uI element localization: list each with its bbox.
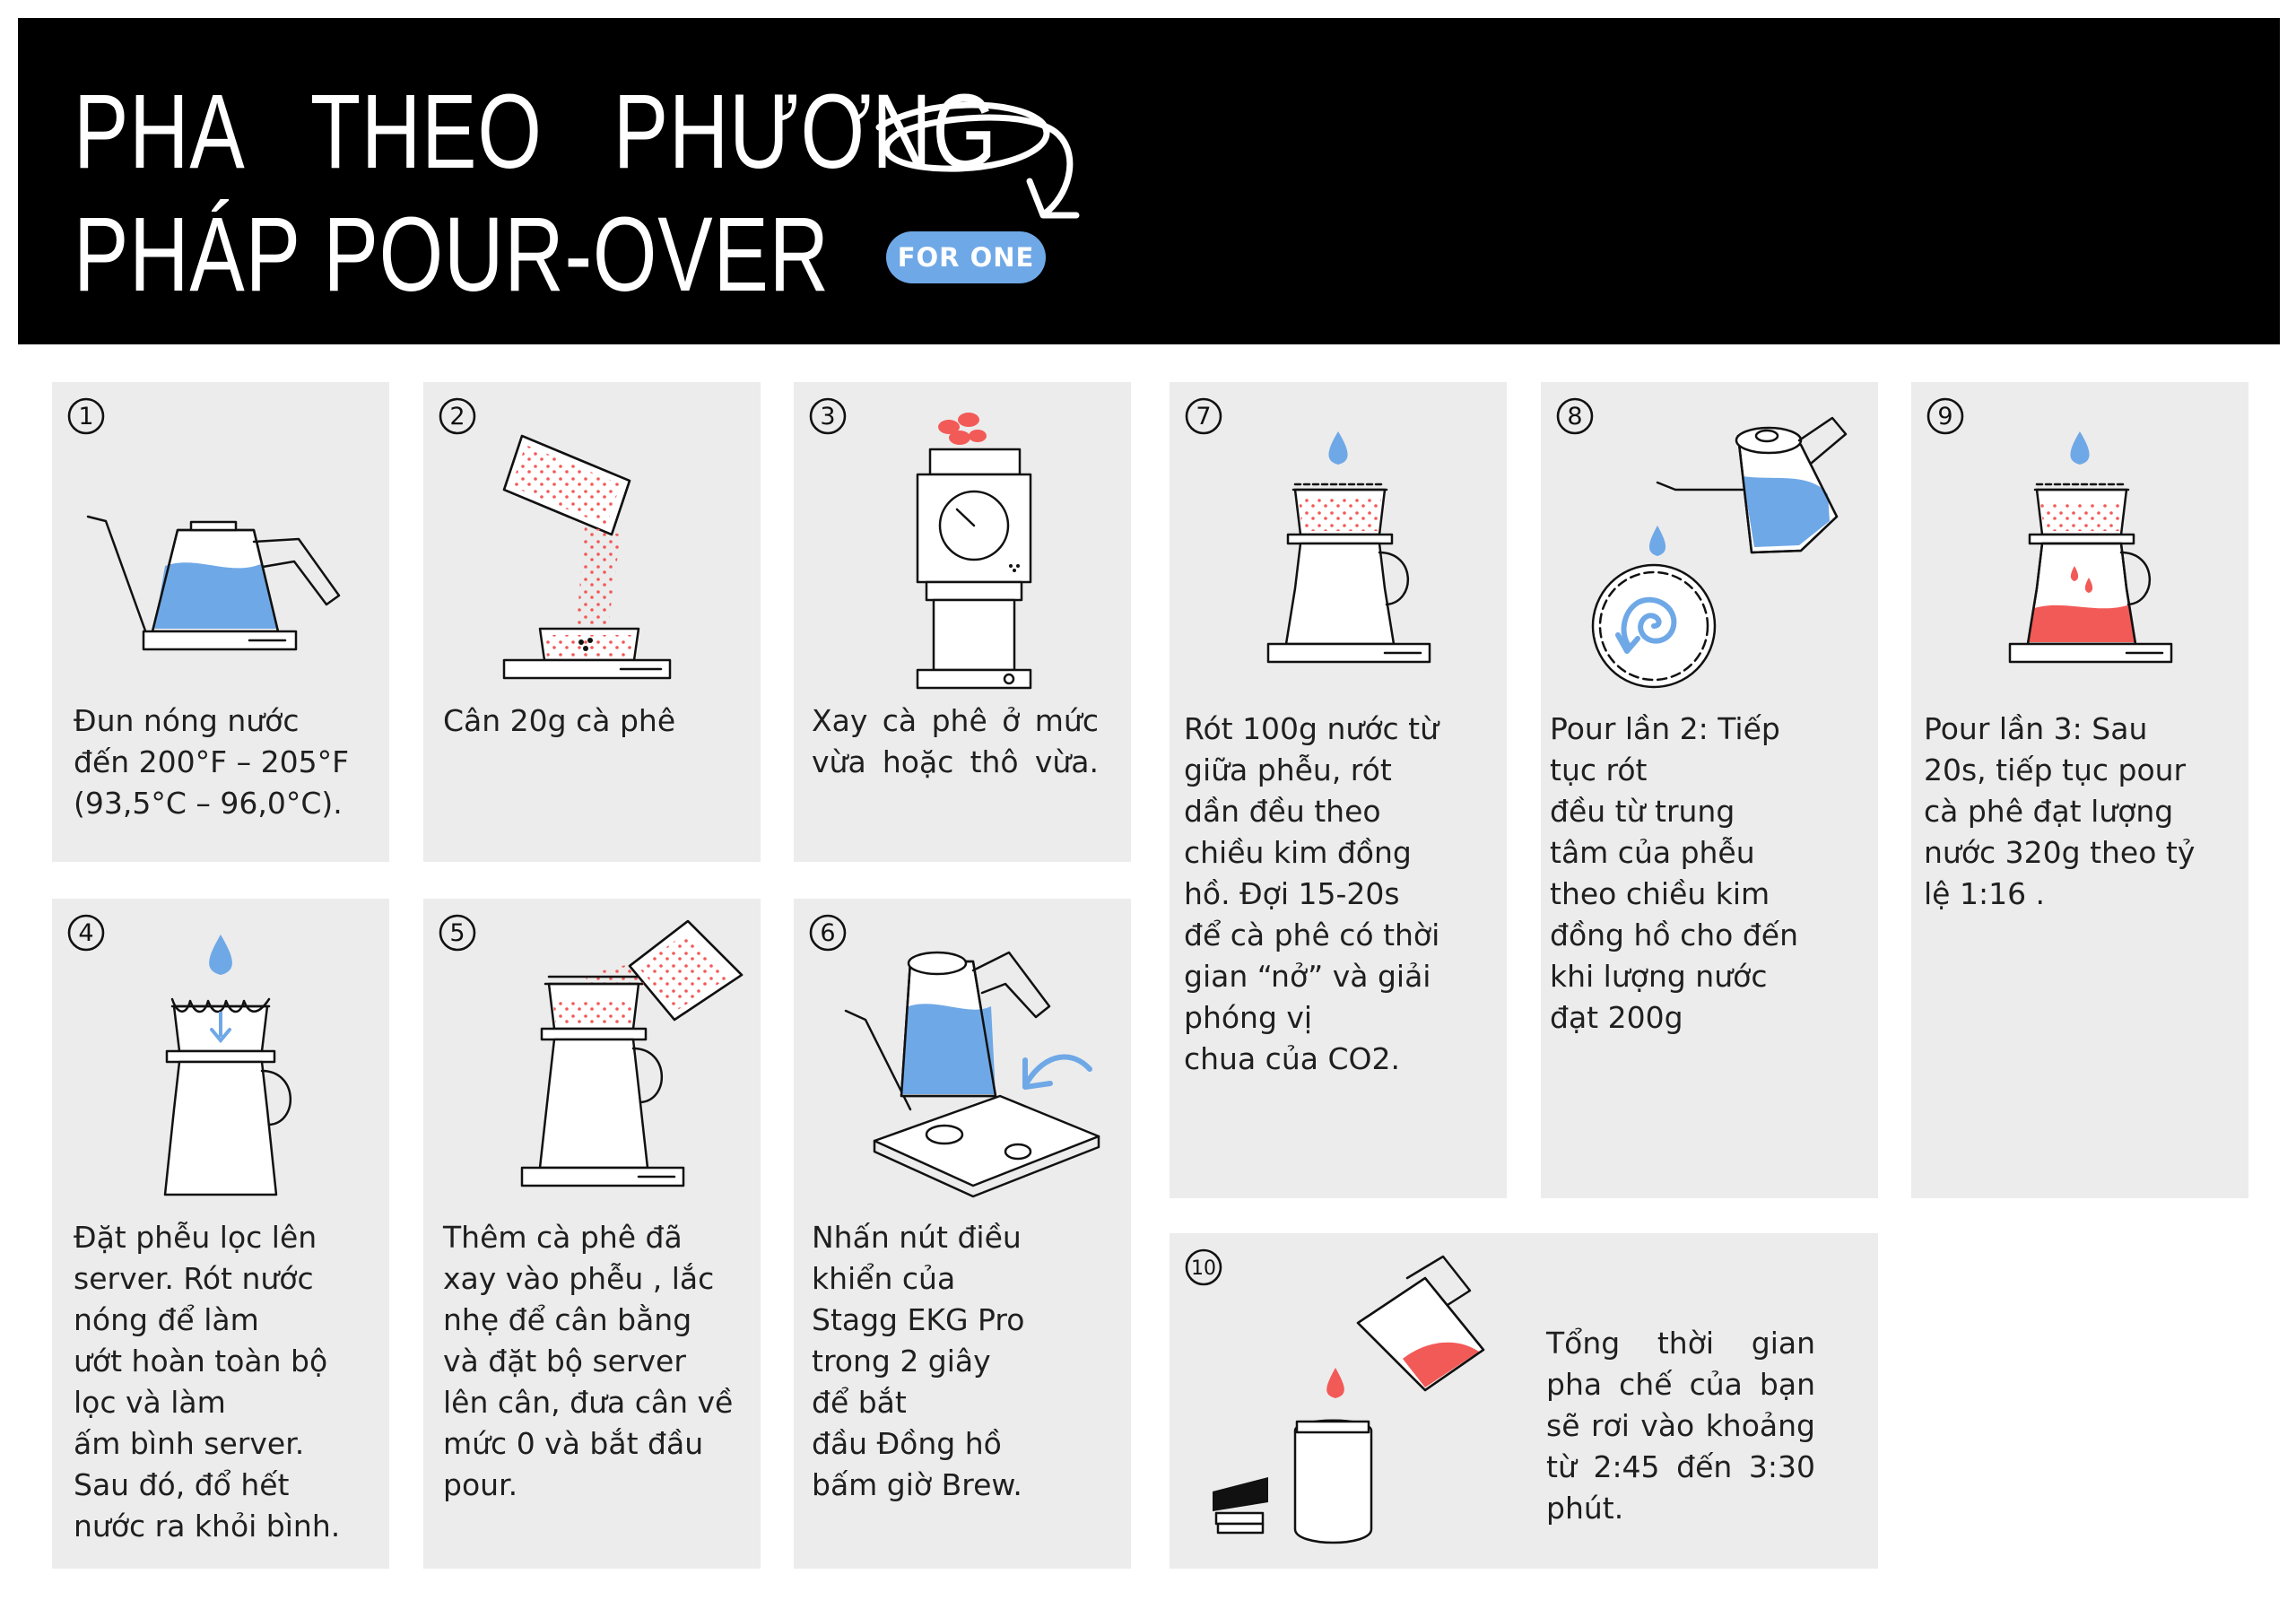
step-card-6	[794, 899, 1131, 1569]
step-number-badge	[808, 396, 848, 436]
step-card-5	[423, 899, 761, 1569]
step-number-badge	[66, 396, 106, 436]
step-card-3	[794, 382, 1131, 862]
svg-text:4: 4	[78, 919, 94, 947]
page-title-line-2: PHÁP POUR-OVER	[74, 196, 830, 314]
dripper-server-icon	[1241, 409, 1457, 705]
step-number-badge	[1926, 396, 1965, 436]
serve-coffee-icon	[1205, 1251, 1528, 1556]
step-card-9	[1911, 382, 2248, 1198]
header-banner	[18, 18, 2280, 344]
step-card-1	[52, 382, 389, 862]
step-number-badge	[66, 913, 106, 952]
step-number-badge	[1184, 396, 1223, 436]
kettle-icon	[79, 490, 366, 669]
dripper-rinse-icon	[115, 926, 330, 1213]
svg-text:8: 8	[1567, 403, 1583, 431]
grinder-icon	[883, 391, 1054, 705]
step-card-8	[1541, 382, 1878, 1198]
svg-text:10: 10	[1191, 1257, 1216, 1280]
step-text: Thêm cà phê đã xay vào phễu , lắc nhẹ để cân bằng và đặt bộ server lên cân, đưa cân về mức 0 và bắt đầu pour.	[443, 1220, 734, 1502]
step-text: Rót 100g nước từ giữa phễu, rót dần đều theo chiều kim đồng hồ. Đợi 15-20s để cà phê có thời gian “nở” và giải phóng vị chua của CO2.	[1184, 711, 1440, 1076]
svg-text:7: 7	[1196, 403, 1212, 431]
step-number-badge	[438, 396, 477, 436]
kettle-base-button-icon	[839, 944, 1126, 1204]
pour-spiral-kettle-icon	[1568, 391, 1864, 705]
step-text: Xay cà phê ở mức vừa hoặc thô vừa.	[812, 703, 1099, 779]
step-text: Pour lần 3: Sau 20s, tiếp tục pour cà phê đạt lượng nước 320g theo tỷ lệ 1:16 .	[1924, 711, 2196, 911]
page-title-line-1: PHA THEO PHƯƠNG	[74, 73, 997, 191]
svg-text:6: 6	[820, 919, 836, 947]
step-text: Nhấn nút điều khiển của Stagg EKG Pro trong 2 giây để bắt đầu Đồng hồ bấm giờ Brew.	[812, 1220, 1025, 1502]
svg-text:1: 1	[78, 403, 94, 431]
scale-with-coffee-icon	[495, 400, 710, 705]
for-one-badge: FOR ONE	[886, 231, 1046, 283]
dripper-server-filled-icon	[1983, 409, 2198, 705]
add-grounds-icon	[495, 912, 755, 1208]
swirl-arrow-icon	[861, 81, 1130, 242]
step-card-10	[1170, 1233, 1878, 1569]
step-text: Tổng thời gian pha chế của bạn sẽ rơi vào khoảng từ 2:45 đến 3:30 phút.	[1546, 1326, 1815, 1526]
svg-text:2: 2	[449, 403, 465, 431]
step-text: Đặt phễu lọc lên server. Rót nước nóng để làm ướt hoàn toàn bộ lọc và làm ấm bình server. Sau đó, đổ hết nước ra khỏi bình.	[74, 1220, 341, 1544]
step-number-badge	[438, 913, 477, 952]
svg-text:3: 3	[820, 403, 836, 431]
step-card-7	[1170, 382, 1507, 1198]
step-card-4	[52, 899, 389, 1569]
step-text: Pour lần 2: Tiếp tục rót đều từ trung tâm của phễu theo chiều kim đồng hồ cho đến khi lượng nước đạt 200g	[1550, 711, 1798, 1035]
step-card-2	[423, 382, 761, 862]
svg-text:9: 9	[1937, 403, 1953, 431]
step-text: Đun nóng nước đến 200°F – 205°F (93,5°C – 96,0°C).	[74, 703, 350, 821]
step-text: Cân 20g cà phê	[443, 703, 676, 738]
svg-text:5: 5	[449, 919, 465, 947]
